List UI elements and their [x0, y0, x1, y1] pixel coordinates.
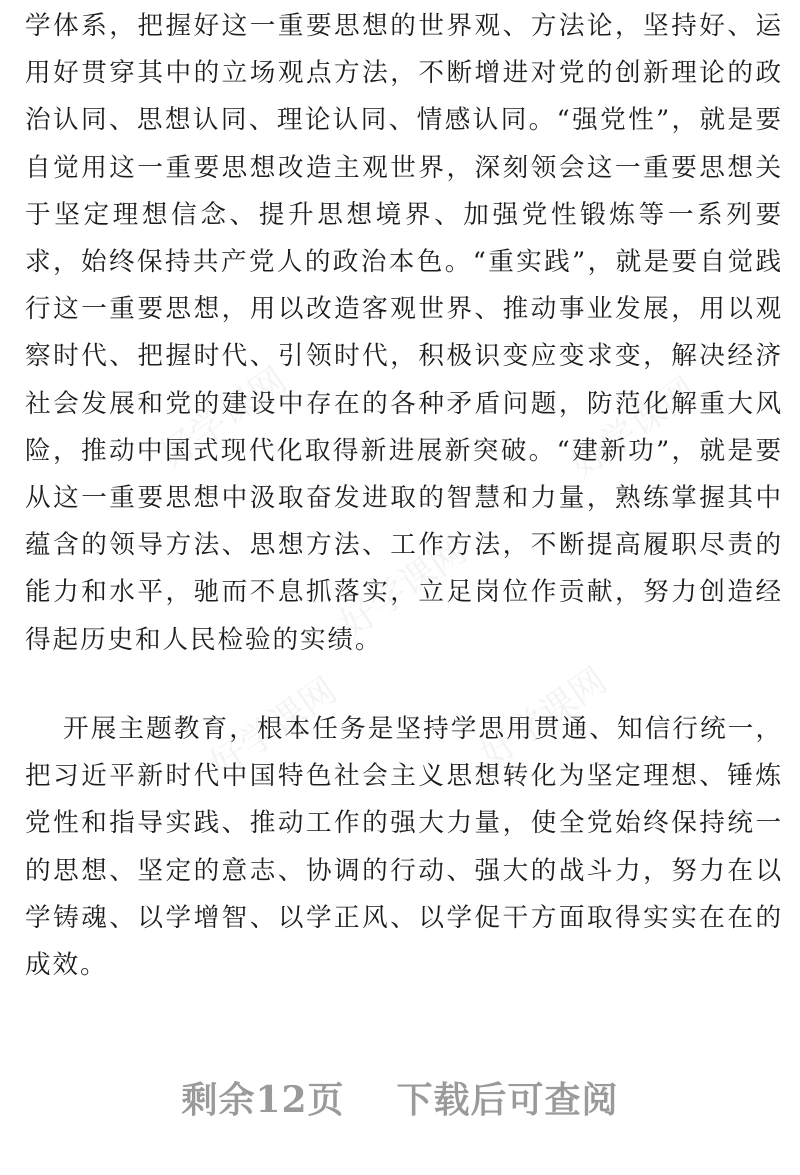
body-paragraph-2: 开展主题教育，根本任务是坚持学思用贯通、知信行统一，把习近平新时代中国特色社会主义思想转化为坚定理想、锤炼党性和指导实践、推动工作的强大力量，使全党始终保持统一的思想、坚定的意志、协调的行动、强大的战斗力，努力在以学铸魂、以学增智、以学正风、以学促干方面取得实实在在的成效。 — [25, 714, 783, 981]
watermark: 好学课网 — [202, 669, 345, 787]
download-banner[interactable] — [0, 1072, 800, 1123]
watermark: 好学课网 — [472, 659, 615, 777]
watermark: 好学课网 — [332, 529, 475, 647]
watermark: 好学课网 — [562, 369, 705, 487]
body-paragraph-1: 学体系，把握好这一重要思想的世界观、方法论，坚持好、运用好贯穿其中的立场观点方法，不断增进对党的创新理论的政治认同、思想认同、理论认同、情感认同。“强党性”，就是要自觉用这一重要思想改造主观世界，深刻领会这一重要思想关于坚定理想信念、提升思想境界、加强党性锻炼等一系列要求，始终保持共产党人的政治本色。“重实践”，就是要自觉践行这一重要思想，用以改造客观世界、推动事业发展，用以观察时代、把握时代、引领时代，积极识变应变求变，解决经济社会发展和党的建设中存在的各种矛盾问题，防范化解重大风险，推动中国式现代化取得新进展新突破。“建新功”，就是要从这一重要思想中汲取奋发进取的智慧和力量，熟练掌握其中蕴含的领导方法、思想方法、工作方法，不断提高履职尽责的能力和水平，驰而不息抓落实，立足岗位作贡献，努力创造经得起历史和人民检验的实绩。 — [25, 11, 783, 655]
remaining-pages-label: 剩余12页 — [181, 1079, 345, 1121]
watermark: 好学课网 — [152, 359, 295, 477]
download-prompt-label[interactable]: 下载后可查阅 — [396, 1079, 619, 1121]
